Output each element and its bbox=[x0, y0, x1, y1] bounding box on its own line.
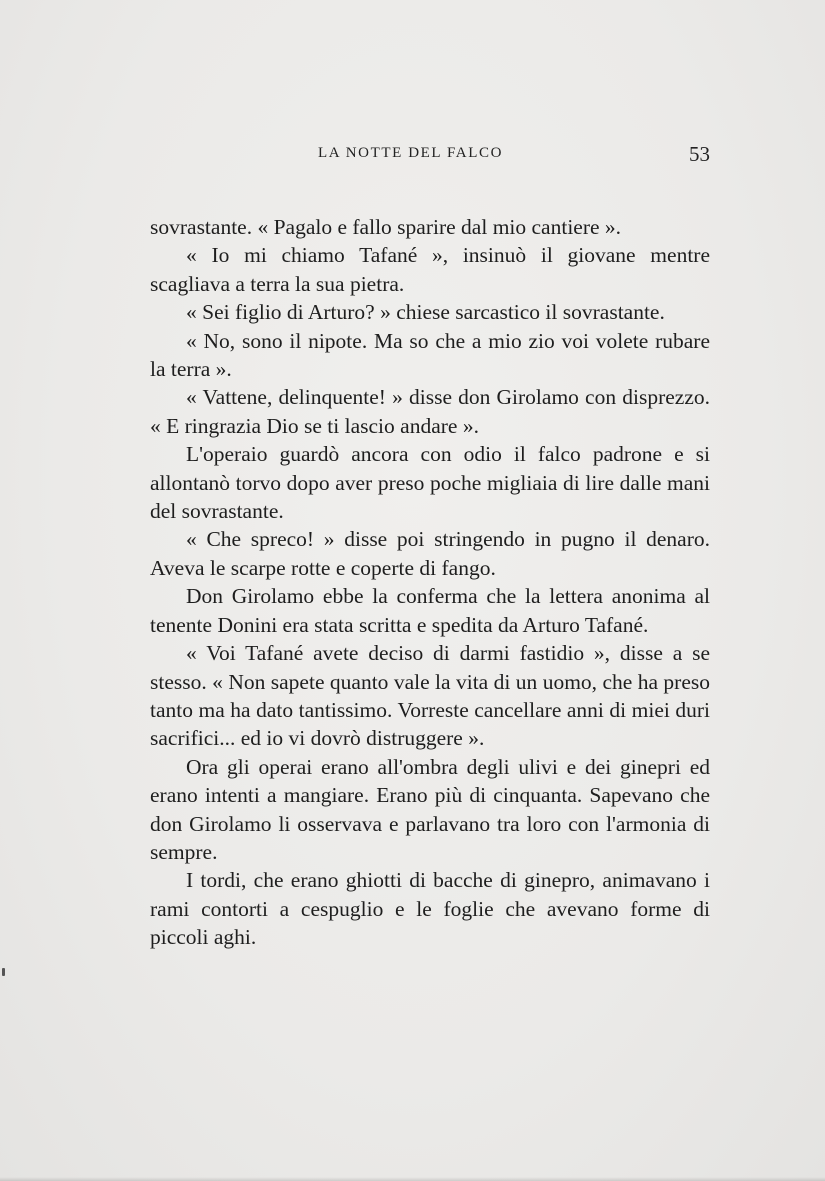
paragraph: « Voi Tafané avete deciso di darmi fastidio », disse a se stesso. « Non sapete quanto vale la vita di un uomo, che ha preso tanto ma ha dato tantissimo. Vorreste cancellare anni di miei duri sacrifici... ed io vi dovrò distruggere ». bbox=[150, 641, 710, 751]
running-title: LA NOTTE DEL FALCO bbox=[318, 145, 504, 161]
paragraph: sovrastante. « Pagalo e fallo sparire dal mio cantiere ». bbox=[150, 215, 622, 239]
paragraph: « Vattene, delinquente! » disse don Girolamo con disprezzo. « E ringrazia Dio se ti lascio andare ». bbox=[150, 385, 710, 438]
paragraph: Ora gli operai erano all'ombra degli ulivi e dei ginepri ed erano intenti a mangiare. Erano più di cinquanta. Sapevano che don Girolamo li osservava e parlavano tra loro con l'armonia di sempre. bbox=[150, 754, 710, 864]
paragraph: « Che spreco! » disse poi stringendo in pugno il denaro. Aveva le scarpe rotte e coperte di fango. bbox=[150, 527, 710, 580]
paragraph: Don Girolamo ebbe la conferma che la lettera anonima al tenente Donini era stata scritta e spedita da Arturo Tafané. bbox=[150, 584, 710, 637]
paragraph: L'operaio guardò ancora con odio il falco padrone e si allontanò torvo dopo aver preso poche migliaia di lire dalle mani del sovrastante. bbox=[150, 442, 710, 524]
running-head bbox=[150, 142, 710, 167]
page-bottom-edge bbox=[0, 1177, 825, 1181]
paragraph: « Sei figlio di Arturo? » chiese sarcastico il sovrastante. bbox=[186, 300, 665, 325]
page-number: 53 bbox=[689, 142, 710, 166]
paragraph: « No, sono il nipote. Ma so che a mio zio voi volete rubare la terra ». bbox=[150, 328, 710, 382]
paragraph: « Io mi chiamo Tafané », insinuò il giovane mentre scagliava a terra la sua pietra. bbox=[150, 243, 710, 296]
paragraph: I tordi, che erano ghiotti di bacche di ginepro, animavano i rami contorti a cespuglio e le foglie che avevano forme di piccoli aghi. bbox=[150, 868, 710, 950]
margin-mark bbox=[2, 968, 5, 976]
body-text bbox=[150, 213, 710, 952]
